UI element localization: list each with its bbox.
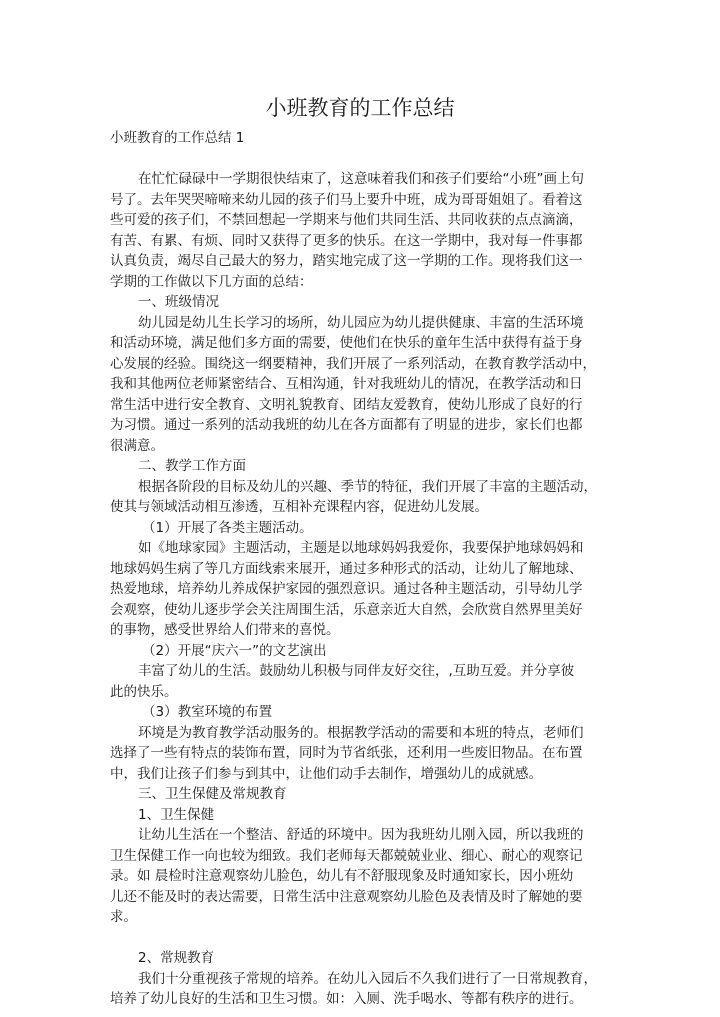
paragraph-line: 学期的工作做以下几方面的总结：	[110, 273, 313, 290]
blank-line	[110, 149, 616, 170]
blank-line	[110, 928, 616, 949]
paragraph-line: 认真负责，竭尽自己最大的努力，踏实地完成了这一学期的工作。现将我们这一	[110, 253, 583, 269]
paragraph-line: 在忙忙碌碌中一学期很快结束了，这意味着我们和孩子们要给“小班”画上句	[138, 171, 584, 187]
section-subtitle: 小班教育的工作总结 1	[110, 130, 245, 146]
paragraph-line: 有苦、有累、有烦、同时又获得了更多的快乐。在这一学期中，我对每一件事都	[110, 232, 583, 249]
subsection-heading: （3）教室环境的布置	[142, 704, 273, 720]
section-heading: 一、班级情况	[138, 294, 219, 310]
paragraph-line: 此的快乐。	[110, 683, 178, 700]
paragraph-line: 为习惯。通过一系列的活动我班的幼儿在各方面都有了明显的进步，家长们也都	[110, 417, 583, 433]
section-heading: 二、教学工作方面	[138, 458, 246, 474]
paragraph-line: 幼儿园是幼儿生长学习的场所，幼儿园应为幼儿提供健康、丰富的生活环境	[138, 314, 584, 331]
paragraph-line: 会观察，使幼儿逐步学会关注周围生活，乐意亲近大自然，会欣赏自然界里美好	[110, 601, 583, 618]
paragraph-line: 儿还不能及时的表达需要，日常生活中注意观察幼儿脸色及表情及时了解她的要	[110, 888, 583, 905]
paragraph-line: 录。如 晨检时注意观察幼儿脸色，幼儿有不舒服现象及时通知家长，因小班幼	[110, 868, 574, 884]
subsection-heading: 2、常规教育	[138, 950, 215, 966]
document-body	[110, 128, 616, 1010]
paragraph-line: 求。	[110, 909, 137, 925]
paragraph-line: 些可爱的孩子们，不禁回想起一学期来与他们共同生活、共同收获的点点滴滴，	[110, 212, 583, 228]
paragraph-line: 热爱地球，培养幼儿养成保护家园的强烈意识。通过各种主题活动，引导幼儿学	[110, 581, 583, 597]
paragraph-line: 的事物，感受世界给人们带来的喜悦。	[110, 622, 340, 638]
section-heading: 三、卫生保健及常规教育	[138, 786, 287, 802]
paragraph-line: 卫生保健工作一向也较为细致。我们老师每天都兢兢业业、细心、耐心的观察记	[110, 847, 583, 864]
paragraph-line: 选择了一些有特点的装饰布置，同时为节省纸张，还利用一些废旧物品。在布置	[110, 745, 583, 761]
paragraph-line: 使其与领域活动相互渗透，互相补充课程内容，促进幼儿发展。	[110, 499, 488, 515]
paragraph-line: 我们十分重视孩子常规的培养。在幼儿入园后不久我们进行了一日常规教育，	[138, 970, 597, 987]
paragraph-line: 我和其他两位老师紧密结合、互相沟通，针对我班幼儿的情况，在教学活动和日	[110, 376, 583, 392]
paragraph-line: 根据各阶段的目标及幼儿的兴趣、季节的特征，我们开展了丰富的主题活动，	[138, 478, 597, 495]
paragraph-line: 环境是为教育教学活动服务的。根据教学活动的需要和本班的特点，老师们	[138, 724, 584, 741]
subsection-heading: （2）开展“庆六一”的文艺演出	[142, 642, 327, 659]
paragraph-line: 丰富了幼儿的生活。鼓励幼儿积极与同伴友好交往，,互助互爱。并分享彼	[138, 663, 575, 679]
paragraph-line: 中，我们让孩子们参与到其中，让他们动手去制作，增强幼儿的成就感。	[110, 765, 542, 782]
document-title: 小班教育的工作总结	[265, 96, 455, 120]
subsection-heading: （1）开展了各类主题活动。	[142, 519, 313, 536]
paragraph-line: 让幼儿生活在一个整洁、舒适的环境中。因为我班幼儿刚入园，所以我班的	[138, 827, 584, 843]
paragraph-line: 号了。去年哭哭啼啼来幼儿园的孩子们马上要升中班，成为哥哥姐姐了。看着这	[110, 191, 583, 208]
paragraph-line: 和活动环境，满足他们多方面的需要，使他们在快乐的童年生活中获得有益于身	[110, 335, 583, 351]
paragraph-line: 地球妈妈生病了等几方面线索来展开，通过多种形式的活动，让幼儿了解地球、	[110, 560, 583, 577]
paragraph-line: 培养了幼儿良好的生活和卫生习惯。如：入厕、洗手喝水、等都有秩序的进行。	[110, 991, 583, 1007]
paragraph-line: 很满意。	[110, 437, 164, 454]
subsection-heading: 1、卫生保健	[138, 806, 215, 823]
paragraph-line: 心发展的经验。围绕这一纲要精神，我们开展了一系列活动，在教育教学活动中，	[110, 355, 596, 372]
paragraph-line: 如《地球家园》主题活动，主题是以地球妈妈我爱你，我要保护地球妈妈和	[138, 540, 584, 556]
paragraph-line: 常生活中进行安全教育、文明礼貌教育、团结友爱教育，使幼儿形成了良好的行	[110, 396, 583, 413]
